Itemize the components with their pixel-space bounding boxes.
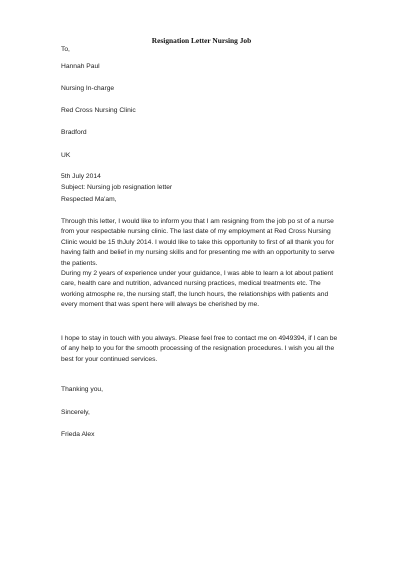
thanking-line: Thanking you, <box>61 386 104 393</box>
paragraph-line: of any help to you for the smooth processing of the resignation procedures. I wish you all the <box>61 345 335 353</box>
paragraph-line: every moment that was spent here will always be cherished by me. <box>61 301 260 309</box>
paragraph-line: During my 2 years of experience under your guidance, I was able to learn a lot about patient <box>61 270 334 278</box>
salutation-to: To, <box>61 46 70 53</box>
paragraph-line: best for your continued services. <box>61 355 158 363</box>
paragraph-line: from your respectable nursing clinic. The last date of my employment at Red Cross Nursing <box>61 228 331 236</box>
recipient-name: Hannah Paul <box>61 63 100 70</box>
paragraph-line: care, health care and nutrition, advanced nursing practices, medical treatments etc. The <box>61 280 321 288</box>
recipient-organization: Red Cross Nursing Clinic <box>61 107 136 114</box>
body-paragraph-1 <box>61 217 351 311</box>
paragraph-line: working atmosphe re, the nursing staff, the lunch hours, the relationships with patients and <box>61 290 329 298</box>
body-paragraph-2 <box>61 334 351 365</box>
letter-date: 5th July 2014 <box>61 173 101 180</box>
paragraph-line: Clinic would be 15 thJuly 2014. I would like to take this opportunity to first of all thank you for <box>61 238 334 246</box>
paragraph-line: I hope to stay in touch with you always. Please feel free to contact me on 4949394, if I can be <box>61 335 338 342</box>
recipient-position: Nursing In-charge <box>61 85 115 92</box>
document-title: Resignation Letter Nursing Job <box>151 36 252 45</box>
recipient-country: UK <box>61 152 71 159</box>
paragraph-line: Through this letter, I would like to inform you that I am resigning from the job po st of a nurse <box>61 218 334 225</box>
closing-line: Sincerely, <box>61 409 90 416</box>
signature-name: Frieda Alex <box>61 431 95 438</box>
letter-greeting: Respected Ma'am, <box>61 196 117 203</box>
letter-subject: Subject: Nursing job resignation letter <box>61 184 173 191</box>
paragraph-line: the patients. <box>61 259 98 267</box>
recipient-city: Bradford <box>61 129 87 136</box>
paragraph-line: having faith and belief in my nursing skills and for presenting me with an opportunity to serve <box>61 249 335 257</box>
